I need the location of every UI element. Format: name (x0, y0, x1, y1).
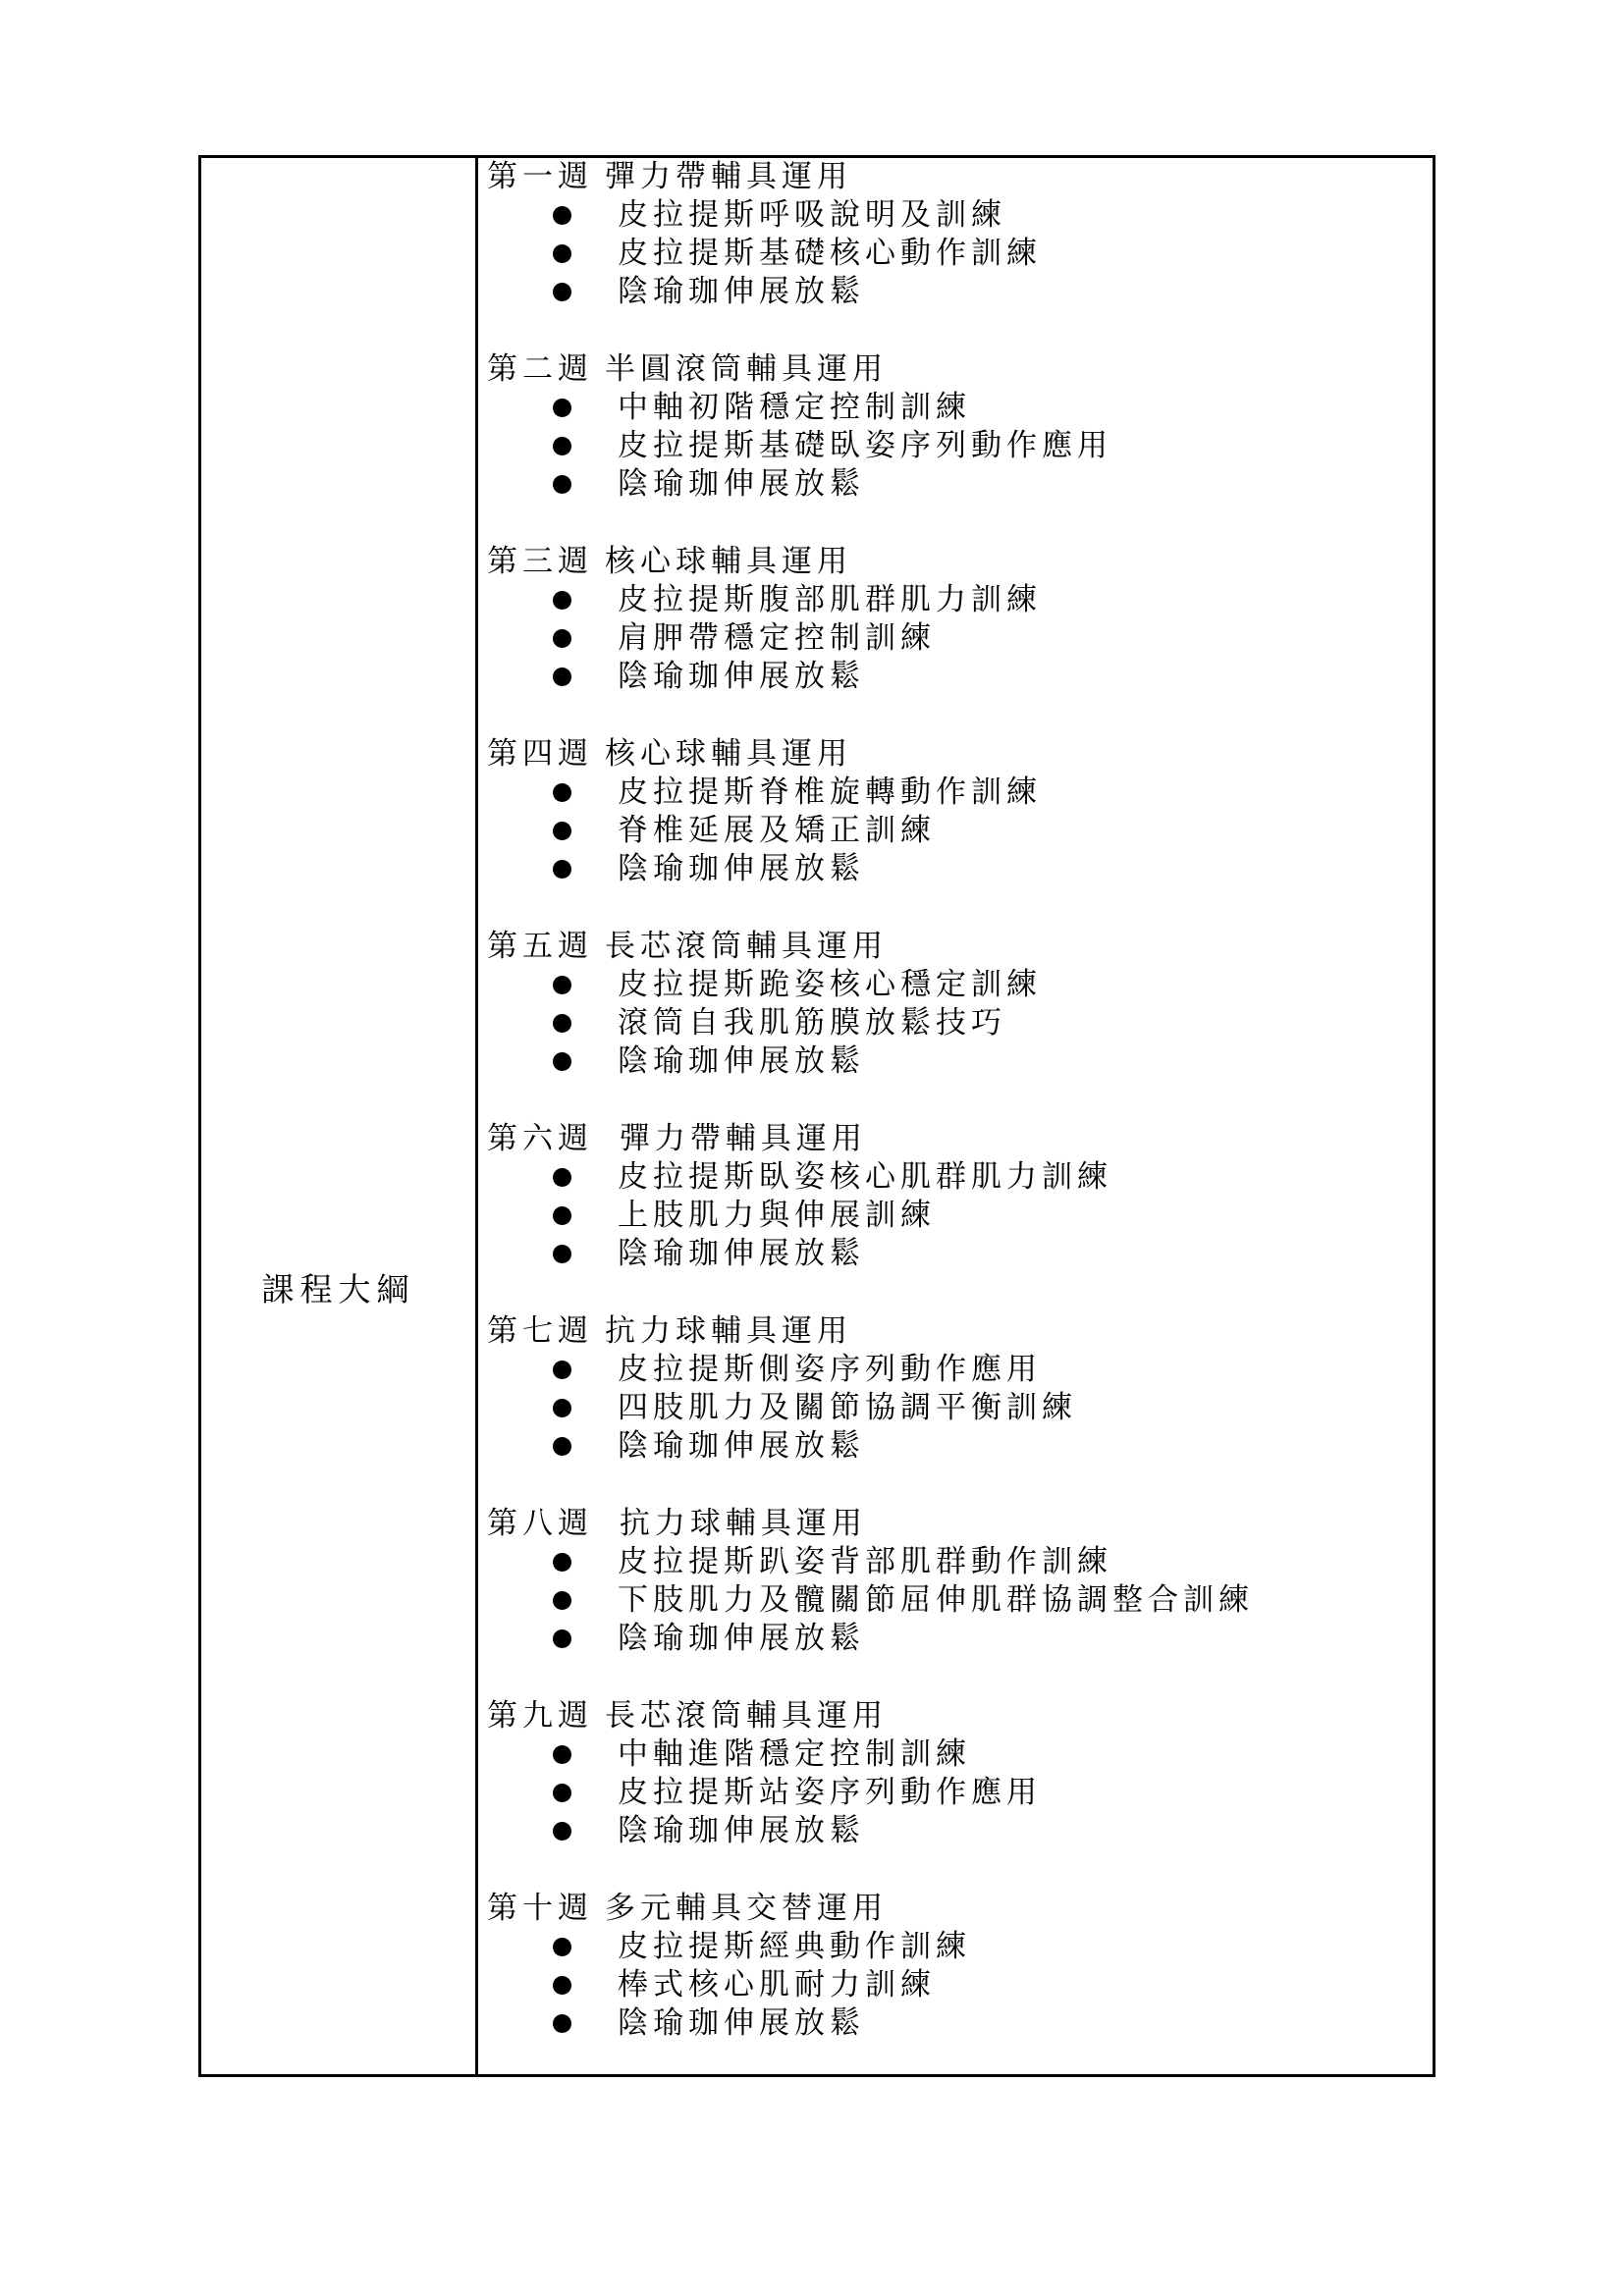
week-number: 第九週 (487, 1698, 593, 1734)
list-item (478, 1581, 1254, 1620)
bullet-icon (553, 1052, 571, 1071)
list-item (478, 581, 1042, 619)
list-item-text: 陰瑜珈伸展放鬆 (618, 274, 865, 309)
week-number: 第五週 (487, 929, 593, 964)
label-cell (201, 158, 478, 2074)
week-topic: 核心球輔具運用 (605, 736, 852, 772)
bullet-icon (553, 437, 571, 455)
list-item (478, 1158, 1112, 1197)
list-item-text: 皮拉提斯側姿序列動作應用 (618, 1352, 1042, 1387)
bullet-icon (553, 1437, 571, 1456)
list-item-text: 棒式核心肌耐力訓練 (618, 1967, 936, 2002)
week-number: 第一週 (487, 159, 593, 194)
list-item (478, 1620, 867, 1658)
bullet-icon (553, 1745, 571, 1764)
bullet-icon (553, 1591, 571, 1610)
list-item (478, 389, 971, 427)
list-item (478, 850, 865, 888)
week-title (478, 350, 888, 389)
week-block-8 (478, 1505, 1254, 1658)
bullet-icon (553, 1399, 571, 1417)
list-item (478, 465, 888, 504)
week-title (478, 735, 852, 774)
bullet-icon (553, 1553, 571, 1572)
week-block-5 (478, 928, 1042, 1081)
week-title (478, 1505, 867, 1543)
week-number: 第四週 (487, 736, 593, 772)
list-item (478, 1351, 1042, 1389)
bullet-icon (553, 283, 571, 301)
bullet-icon (553, 399, 571, 417)
list-item-text: 皮拉提斯基礎臥姿序列動作應用 (618, 428, 1112, 463)
week-topic: 長芯滾筒輔具運用 (605, 1698, 888, 1734)
week-number: 第二週 (487, 351, 593, 387)
bullet-icon (553, 1938, 571, 1956)
week-title (478, 1890, 888, 1928)
bullet-icon (553, 1976, 571, 1995)
list-item-text: 肩胛帶穩定控制訓練 (618, 620, 936, 656)
week-block-10 (478, 1890, 971, 2043)
list-item (478, 1966, 936, 2004)
week-block-1 (478, 158, 1042, 311)
list-item-text: 陰瑜珈伸展放鬆 (618, 466, 865, 502)
list-item-text: 皮拉提斯呼吸說明及訓練 (618, 197, 1006, 233)
bullet-icon (553, 1168, 571, 1187)
list-item (478, 427, 1112, 465)
list-item (478, 1042, 888, 1081)
week-title (478, 158, 852, 196)
list-item (478, 966, 1042, 1004)
bullet-icon (553, 2014, 571, 2033)
list-item-text: 陰瑜珈伸展放鬆 (618, 659, 865, 694)
bullet-icon (553, 1629, 571, 1648)
week-number: 第六週 (487, 1121, 593, 1156)
list-item (478, 1812, 888, 1850)
week-topic: 抗力球輔具運用 (605, 1506, 867, 1541)
list-item (478, 1004, 1006, 1042)
bullet-icon (553, 860, 571, 879)
bullet-icon (553, 667, 571, 686)
list-item-text: 脊椎延展及矯正訓練 (618, 813, 936, 848)
bullet-icon (553, 1206, 571, 1225)
list-item (478, 812, 936, 850)
week-title (478, 1120, 867, 1158)
list-item-text: 皮拉提斯跪姿核心穩定訓練 (618, 967, 1042, 1002)
week-topic: 彈力帶輔具運用 (605, 159, 852, 194)
list-item-text: 上肢肌力與伸展訓練 (618, 1198, 936, 1233)
week-number: 第八週 (487, 1506, 593, 1541)
list-item (478, 2004, 888, 2043)
bullet-icon (553, 1245, 571, 1263)
list-item-text: 陰瑜珈伸展放鬆 (618, 851, 865, 886)
list-item (478, 774, 1042, 812)
week-title (478, 1312, 852, 1351)
list-item-text: 皮拉提斯站姿序列動作應用 (618, 1775, 1042, 1810)
week-title (478, 928, 888, 966)
week-block-3 (478, 543, 1042, 696)
list-item-text: 皮拉提斯趴姿背部肌群動作訓練 (618, 1544, 1112, 1579)
course-outline-table (198, 155, 1435, 2077)
week-number: 第十週 (487, 1891, 593, 1926)
week-topic: 長芯滾筒輔具運用 (605, 929, 888, 964)
bullet-icon (553, 206, 571, 225)
list-item (478, 1197, 936, 1235)
list-item (478, 1735, 971, 1774)
list-item-text: 陰瑜珈伸展放鬆 (618, 1043, 865, 1079)
week-topic: 核心球輔具運用 (605, 544, 852, 579)
week-title (478, 1697, 888, 1735)
week-block-2 (478, 350, 1112, 504)
content-cell (478, 158, 1433, 2074)
bullet-icon (553, 822, 571, 840)
week-number: 第七週 (487, 1313, 593, 1349)
list-item-text: 四肢肌力及關節協調平衡訓練 (618, 1390, 1077, 1425)
week-block-7 (478, 1312, 1077, 1466)
list-item-text: 陰瑜珈伸展放鬆 (618, 1428, 865, 1464)
list-item-text: 中軸初階穩定控制訓練 (618, 390, 971, 425)
week-block-4 (478, 735, 1042, 888)
week-topic: 彈力帶輔具運用 (605, 1121, 867, 1156)
bullet-icon (553, 1361, 571, 1379)
bullet-icon (553, 475, 571, 494)
week-block-6 (478, 1120, 1112, 1273)
list-item-text: 皮拉提斯基礎核心動作訓練 (618, 236, 1042, 271)
bullet-icon (553, 976, 571, 994)
bullet-icon (553, 1822, 571, 1841)
bullet-icon (553, 629, 571, 648)
list-item (478, 1928, 971, 1966)
list-item (478, 1774, 1042, 1812)
list-item (478, 1389, 1077, 1427)
list-item-text: 滾筒自我肌筋膜放鬆技巧 (618, 1005, 1006, 1041)
bullet-icon (553, 244, 571, 263)
week-topic: 抗力球輔具運用 (605, 1313, 852, 1349)
list-item-text: 皮拉提斯脊椎旋轉動作訓練 (618, 774, 1042, 810)
week-topic: 半圓滾筒輔具運用 (605, 351, 888, 387)
list-item-text: 陰瑜珈伸展放鬆 (618, 2005, 865, 2041)
list-item-text: 陰瑜珈伸展放鬆 (618, 1236, 865, 1271)
list-item (478, 619, 936, 658)
list-item (478, 273, 865, 311)
list-item-text: 陰瑜珈伸展放鬆 (618, 1813, 865, 1848)
week-topic: 多元輔具交替運用 (605, 1891, 888, 1926)
week-block-9 (478, 1697, 1042, 1850)
list-item (478, 235, 1042, 273)
bullet-icon (553, 591, 571, 610)
list-item (478, 196, 1006, 235)
week-number: 第三週 (487, 544, 593, 579)
list-item-text: 皮拉提斯臥姿核心肌群肌力訓練 (618, 1159, 1112, 1195)
list-item (478, 1543, 1112, 1581)
list-item (478, 1427, 865, 1466)
bullet-icon (553, 1784, 571, 1802)
list-item-text: 陰瑜珈伸展放鬆 (618, 1621, 865, 1656)
week-title (478, 543, 852, 581)
list-item-text: 中軸進階穩定控制訓練 (618, 1736, 971, 1772)
bullet-icon (553, 783, 571, 802)
list-item-text: 下肢肌力及髖關節屈伸肌群協調整合訓練 (618, 1582, 1254, 1618)
bullet-icon (553, 1014, 571, 1033)
list-item (478, 1235, 867, 1273)
list-item-text: 皮拉提斯腹部肌群肌力訓練 (618, 582, 1042, 617)
list-item (478, 658, 865, 696)
section-label: 課程大綱 (261, 1270, 415, 1308)
list-item-text: 皮拉提斯經典動作訓練 (618, 1929, 971, 1964)
